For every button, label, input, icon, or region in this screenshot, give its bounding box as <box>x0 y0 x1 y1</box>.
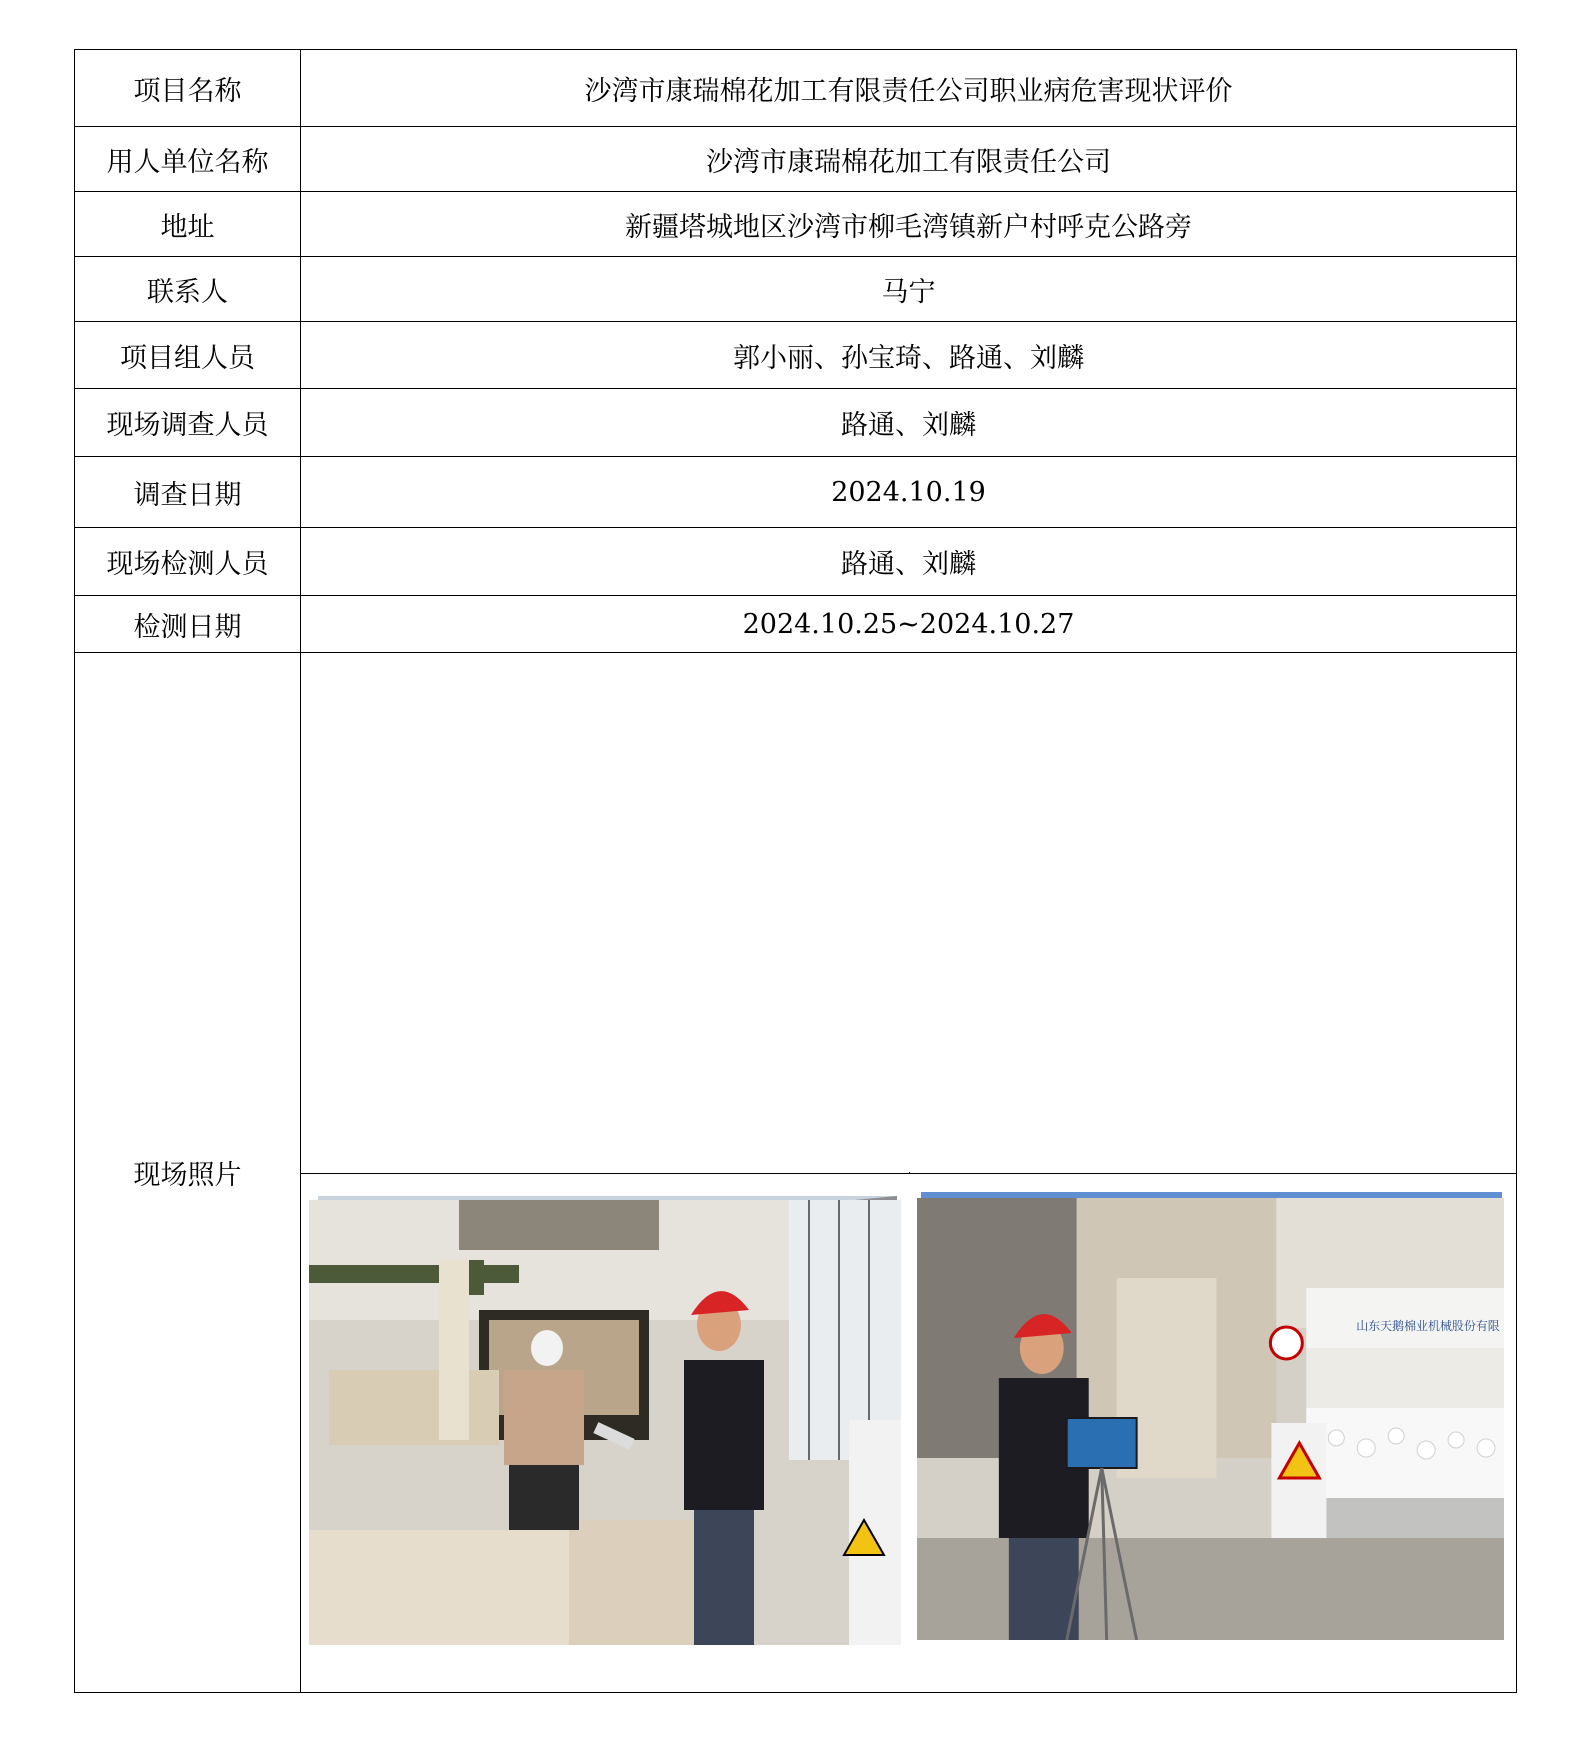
label-testing-date: 检测日期 <box>75 596 301 653</box>
photo-cell-4 <box>909 1173 1517 1333</box>
photo-worker-measuring <box>309 1200 901 1645</box>
value-testing-date: 2024.10.25~2024.10.27 <box>301 596 1517 653</box>
photo-cell-3 <box>301 1173 909 1174</box>
info-table <box>74 49 1517 1693</box>
value-address: 新疆塔城地区沙湾市柳毛湾镇新户村呼克公路旁 <box>301 192 1517 257</box>
value-contact: 马宁 <box>301 257 1517 322</box>
value-employer: 沙湾市康瑞棉花加工有限责任公司 <box>301 127 1517 192</box>
row-team <box>75 322 1517 389</box>
row-employer <box>75 127 1517 192</box>
row-survey-date <box>75 457 1517 528</box>
row-testing-date <box>75 596 1517 653</box>
label-testing-staff: 现场检测人员 <box>75 528 301 596</box>
machine-brand-text: 山东天鹅棉业机械股份有限 <box>1355 1318 1500 1333</box>
photos-cell <box>301 653 1517 1693</box>
value-project-name: 沙湾市康瑞棉花加工有限责任公司职业病危害现状评价 <box>301 50 1517 127</box>
label-employer: 用人单位名称 <box>75 127 301 192</box>
row-project-name <box>75 50 1517 127</box>
value-survey-date: 2024.10.19 <box>301 457 1517 528</box>
label-photos: 现场照片 <box>75 653 301 1693</box>
label-contact: 联系人 <box>75 257 301 322</box>
label-survey-date: 调查日期 <box>75 457 301 528</box>
label-team: 项目组人员 <box>75 322 301 389</box>
label-project-name: 项目名称 <box>75 50 301 127</box>
photo-grid <box>301 1172 1516 1333</box>
value-survey-staff: 路通、刘麟 <box>301 389 1517 457</box>
row-survey-staff <box>75 389 1517 457</box>
row-photos <box>75 653 1517 1693</box>
photo-machine-sampling <box>917 1198 1504 1640</box>
row-address <box>75 192 1517 257</box>
row-contact <box>75 257 1517 322</box>
value-team: 郭小丽、孙宝琦、路通、刘麟 <box>301 322 1517 389</box>
label-address: 地址 <box>75 192 301 257</box>
row-testing-staff <box>75 528 1517 596</box>
label-survey-staff: 现场调查人员 <box>75 389 301 457</box>
value-testing-staff: 路通、刘麟 <box>301 528 1517 596</box>
